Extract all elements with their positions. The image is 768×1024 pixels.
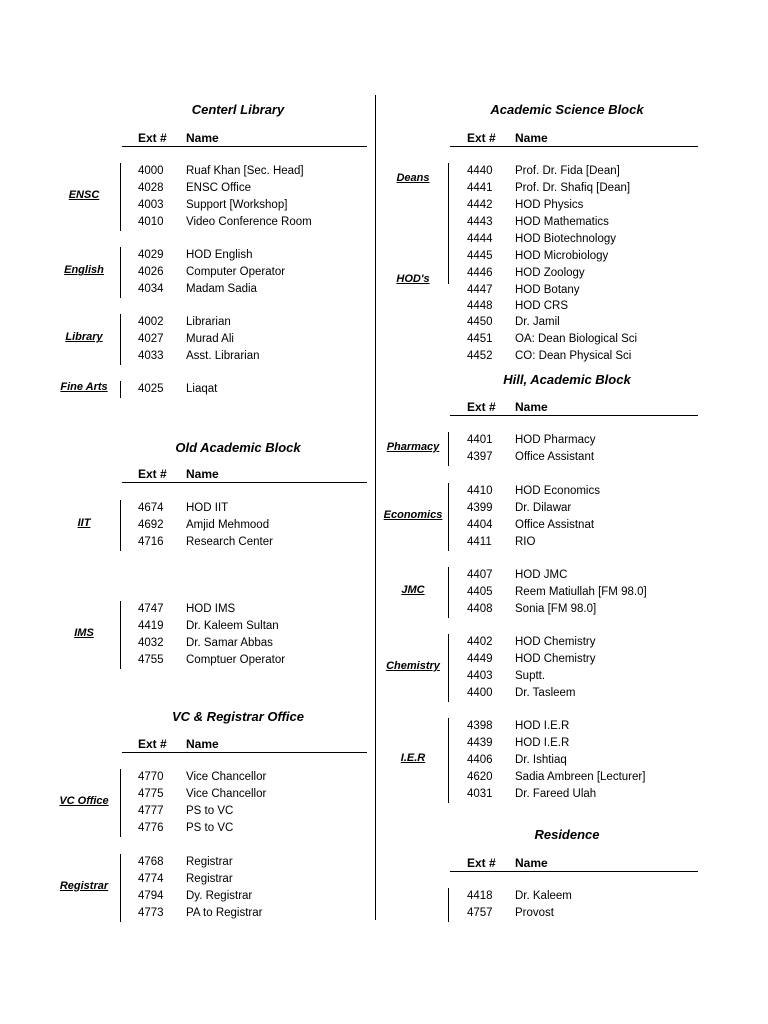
contact-name: HOD Microbiology bbox=[515, 249, 609, 262]
group-label: English bbox=[64, 264, 104, 277]
contact-name: Dr. Fareed Ulah bbox=[515, 787, 597, 800]
extension-number: 4449 bbox=[467, 652, 493, 665]
extension-number: 4398 bbox=[467, 720, 493, 732]
extension-number: 4692 bbox=[138, 518, 164, 531]
group-label: Chemistry bbox=[386, 659, 440, 672]
extension-number: 4418 bbox=[467, 890, 493, 902]
header-underline bbox=[450, 871, 698, 872]
contact-name: Comptuer Operator bbox=[186, 653, 286, 666]
header-ext: Ext # bbox=[467, 131, 496, 145]
contact-name: Registrar bbox=[186, 856, 233, 868]
group-label: Deans bbox=[396, 171, 430, 184]
contact-name: Vice Chancellor bbox=[186, 787, 267, 800]
contact-name: Vice Chancellor bbox=[186, 771, 267, 783]
contact-name: HOD Mathematics bbox=[515, 215, 609, 228]
contact-name: Librarian bbox=[186, 316, 231, 328]
extension-number: 4403 bbox=[467, 669, 493, 682]
extension-number: 4003 bbox=[138, 198, 164, 211]
contact-name: HOD CRS bbox=[515, 300, 569, 313]
extension-number: 4411 bbox=[467, 535, 492, 548]
header-name: Name bbox=[515, 856, 548, 870]
extension-number: 4794 bbox=[138, 889, 164, 902]
contact-name: Murad Ali bbox=[186, 332, 234, 345]
contact-name: OA: Dean Biological Sci bbox=[515, 332, 638, 345]
section-title: Residence bbox=[534, 827, 600, 842]
group-label: IIT bbox=[77, 517, 91, 530]
header-ext: Ext # bbox=[138, 467, 167, 481]
extension-number: 4776 bbox=[138, 821, 164, 834]
extension-number: 4768 bbox=[138, 856, 164, 868]
contact-name: HOD Chemistry bbox=[515, 636, 596, 648]
contact-name: Office Assistant bbox=[515, 450, 595, 463]
header-underline bbox=[450, 146, 698, 147]
contact-name: Sadia Ambreen [Lecturer] bbox=[515, 770, 646, 783]
contact-name: HOD Botany bbox=[515, 283, 580, 296]
group-label: HOD's bbox=[396, 273, 430, 285]
extension-number: 4031 bbox=[467, 787, 493, 800]
extension-number: 4452 bbox=[467, 349, 493, 362]
extension-number: 4755 bbox=[138, 653, 164, 666]
extension-number: 4034 bbox=[138, 282, 164, 295]
contact-name: HOD Economics bbox=[515, 485, 600, 497]
contact-name: Dr. Ishtiaq bbox=[515, 753, 567, 766]
extension-number: 4406 bbox=[467, 753, 493, 766]
extension-number: 4027 bbox=[138, 332, 164, 345]
extension-number: 4397 bbox=[467, 450, 493, 463]
contact-name: Madam Sadia bbox=[186, 282, 257, 295]
column-divider bbox=[375, 95, 376, 920]
extension-number: 4757 bbox=[467, 906, 493, 919]
extension-number: 4716 bbox=[138, 535, 164, 548]
contact-name: Suptt. bbox=[515, 669, 546, 682]
contact-name: ENSC Office bbox=[186, 181, 251, 194]
contact-name: Dr. Tasleem bbox=[515, 686, 576, 699]
extension-number: 4747 bbox=[138, 603, 164, 615]
extension-number: 4029 bbox=[138, 249, 164, 261]
contact-name: HOD Biotechnology bbox=[515, 232, 616, 245]
contact-name: Registrar bbox=[186, 872, 233, 885]
group-bracket-line bbox=[448, 888, 449, 922]
group-label: IMS bbox=[74, 626, 94, 639]
contact-name: HOD Physics bbox=[515, 199, 584, 211]
extension-number: 4448 bbox=[467, 300, 493, 313]
extension-number: 4443 bbox=[467, 215, 493, 228]
extension-number: 4033 bbox=[138, 349, 164, 362]
extension-number: 4400 bbox=[467, 686, 493, 699]
group-label: Library bbox=[65, 331, 103, 344]
group-label: Fine Arts bbox=[60, 381, 108, 394]
extension-number: 4010 bbox=[138, 215, 164, 228]
extension-number: 4402 bbox=[467, 636, 493, 648]
header-underline bbox=[122, 482, 367, 483]
extension-number: 4445 bbox=[467, 249, 493, 262]
contact-name: Reem Matiullah [FM 98.0] bbox=[515, 585, 647, 598]
header-name: Name bbox=[186, 737, 219, 751]
header-ext: Ext # bbox=[138, 131, 167, 145]
group-label: Registrar bbox=[59, 879, 109, 892]
extension-number: 4441 bbox=[467, 181, 493, 194]
header-underline bbox=[450, 415, 698, 416]
contact-name: HOD Chemistry bbox=[515, 652, 596, 665]
contact-name: Dr. Jamil bbox=[515, 316, 560, 328]
extension-number: 4770 bbox=[138, 771, 164, 783]
group-label: JMC bbox=[401, 584, 425, 597]
extension-number: 4775 bbox=[138, 787, 164, 800]
contact-name: CO: Dean Physical Sci bbox=[515, 349, 632, 362]
contact-name: HOD Zoology bbox=[515, 266, 585, 279]
header-underline bbox=[122, 752, 367, 753]
extension-number: 4410 bbox=[467, 485, 493, 497]
header-ext: Ext # bbox=[138, 737, 167, 751]
contact-name: Video Conference Room bbox=[186, 215, 312, 228]
group-bracket-line bbox=[448, 197, 449, 284]
contact-name: Amjid Mehmood bbox=[186, 518, 270, 531]
extension-number: 4407 bbox=[467, 569, 493, 581]
header-name: Name bbox=[515, 400, 548, 414]
contact-name: HOD I.E.R bbox=[515, 720, 570, 732]
group-label: ENSC bbox=[68, 188, 100, 201]
group-label: Pharmacy bbox=[386, 440, 440, 453]
contact-name: Prof. Dr. Fida [Dean] bbox=[515, 165, 620, 177]
contact-name: RIO bbox=[515, 535, 536, 548]
contact-name: PA to Registrar bbox=[186, 906, 263, 919]
section-title: Centerl Library bbox=[191, 102, 285, 117]
extension-number: 4399 bbox=[467, 501, 493, 514]
section-title: Hill, Academic Block bbox=[503, 372, 631, 387]
extension-number: 4773 bbox=[138, 906, 164, 919]
contact-name: HOD IIT bbox=[186, 502, 229, 514]
contact-name: Office Assistnat bbox=[515, 518, 595, 531]
extension-number: 4002 bbox=[138, 316, 164, 328]
contact-name: Dr. Kaleem Sultan bbox=[186, 619, 279, 632]
contact-name: Dr. Kaleem bbox=[515, 890, 572, 902]
contact-name: Asst. Librarian bbox=[186, 349, 260, 362]
contact-name: Dr. Samar Abbas bbox=[186, 636, 273, 649]
extension-number: 4419 bbox=[138, 619, 164, 632]
extension-number: 4450 bbox=[467, 316, 493, 328]
section-title: VC & Registrar Office bbox=[172, 709, 304, 724]
header-ext: Ext # bbox=[467, 856, 496, 870]
group-label: I.E.R bbox=[400, 752, 426, 765]
extension-number: 4026 bbox=[138, 265, 164, 278]
extension-number: 4444 bbox=[467, 232, 493, 245]
contact-name: Computer Operator bbox=[186, 265, 286, 278]
header-ext: Ext # bbox=[467, 400, 496, 414]
contact-name: HOD JMC bbox=[515, 569, 568, 581]
extension-number: 4442 bbox=[467, 199, 493, 211]
extension-number: 4774 bbox=[138, 872, 164, 885]
header-name: Name bbox=[186, 467, 219, 481]
extension-number: 4451 bbox=[467, 332, 493, 345]
extension-number: 4408 bbox=[467, 602, 493, 615]
extension-number: 4028 bbox=[138, 181, 164, 194]
contact-name: HOD Pharmacy bbox=[515, 434, 596, 446]
contact-name: PS to VC bbox=[186, 821, 234, 834]
group-label: VC Office bbox=[59, 794, 109, 807]
group-label: Economics bbox=[383, 508, 443, 521]
contact-name: Provost bbox=[515, 906, 554, 919]
extension-number: 4439 bbox=[467, 736, 493, 749]
extension-number: 4440 bbox=[467, 165, 493, 177]
contact-name: Ruaf Khan [Sec. Head] bbox=[186, 165, 304, 177]
extension-number: 4032 bbox=[138, 636, 164, 649]
extension-number: 4674 bbox=[138, 502, 164, 514]
contact-name: Research Center bbox=[186, 535, 273, 548]
contact-name: HOD English bbox=[186, 249, 253, 261]
extension-number: 4404 bbox=[467, 518, 493, 531]
extension-number: 4000 bbox=[138, 165, 164, 177]
extension-number: 4447 bbox=[467, 283, 493, 296]
contact-name: Support [Workshop] bbox=[186, 198, 288, 211]
extension-number: 4405 bbox=[467, 585, 493, 598]
contact-name: HOD I.E.R bbox=[515, 736, 570, 749]
extension-number: 4620 bbox=[467, 770, 493, 783]
contact-name: HOD IMS bbox=[186, 603, 236, 615]
extension-number: 4446 bbox=[467, 266, 493, 279]
contact-name: PS to VC bbox=[186, 804, 234, 817]
contact-name: Sonia [FM 98.0] bbox=[515, 602, 597, 615]
contact-name: Prof. Dr. Shafiq [Dean] bbox=[515, 181, 631, 194]
header-underline bbox=[122, 146, 367, 147]
contact-name: Dr. Dilawar bbox=[515, 501, 572, 514]
header-name: Name bbox=[515, 131, 548, 145]
extension-number: 4401 bbox=[467, 434, 493, 446]
section-title: Old Academic Block bbox=[175, 440, 301, 455]
header-name: Name bbox=[186, 131, 219, 145]
contact-name: Dy. Registrar bbox=[186, 889, 253, 902]
contact-name: Liaqat bbox=[186, 383, 218, 395]
extension-number: 4025 bbox=[138, 383, 164, 395]
extension-number: 4777 bbox=[138, 804, 164, 817]
section-title: Academic Science Block bbox=[490, 102, 644, 117]
